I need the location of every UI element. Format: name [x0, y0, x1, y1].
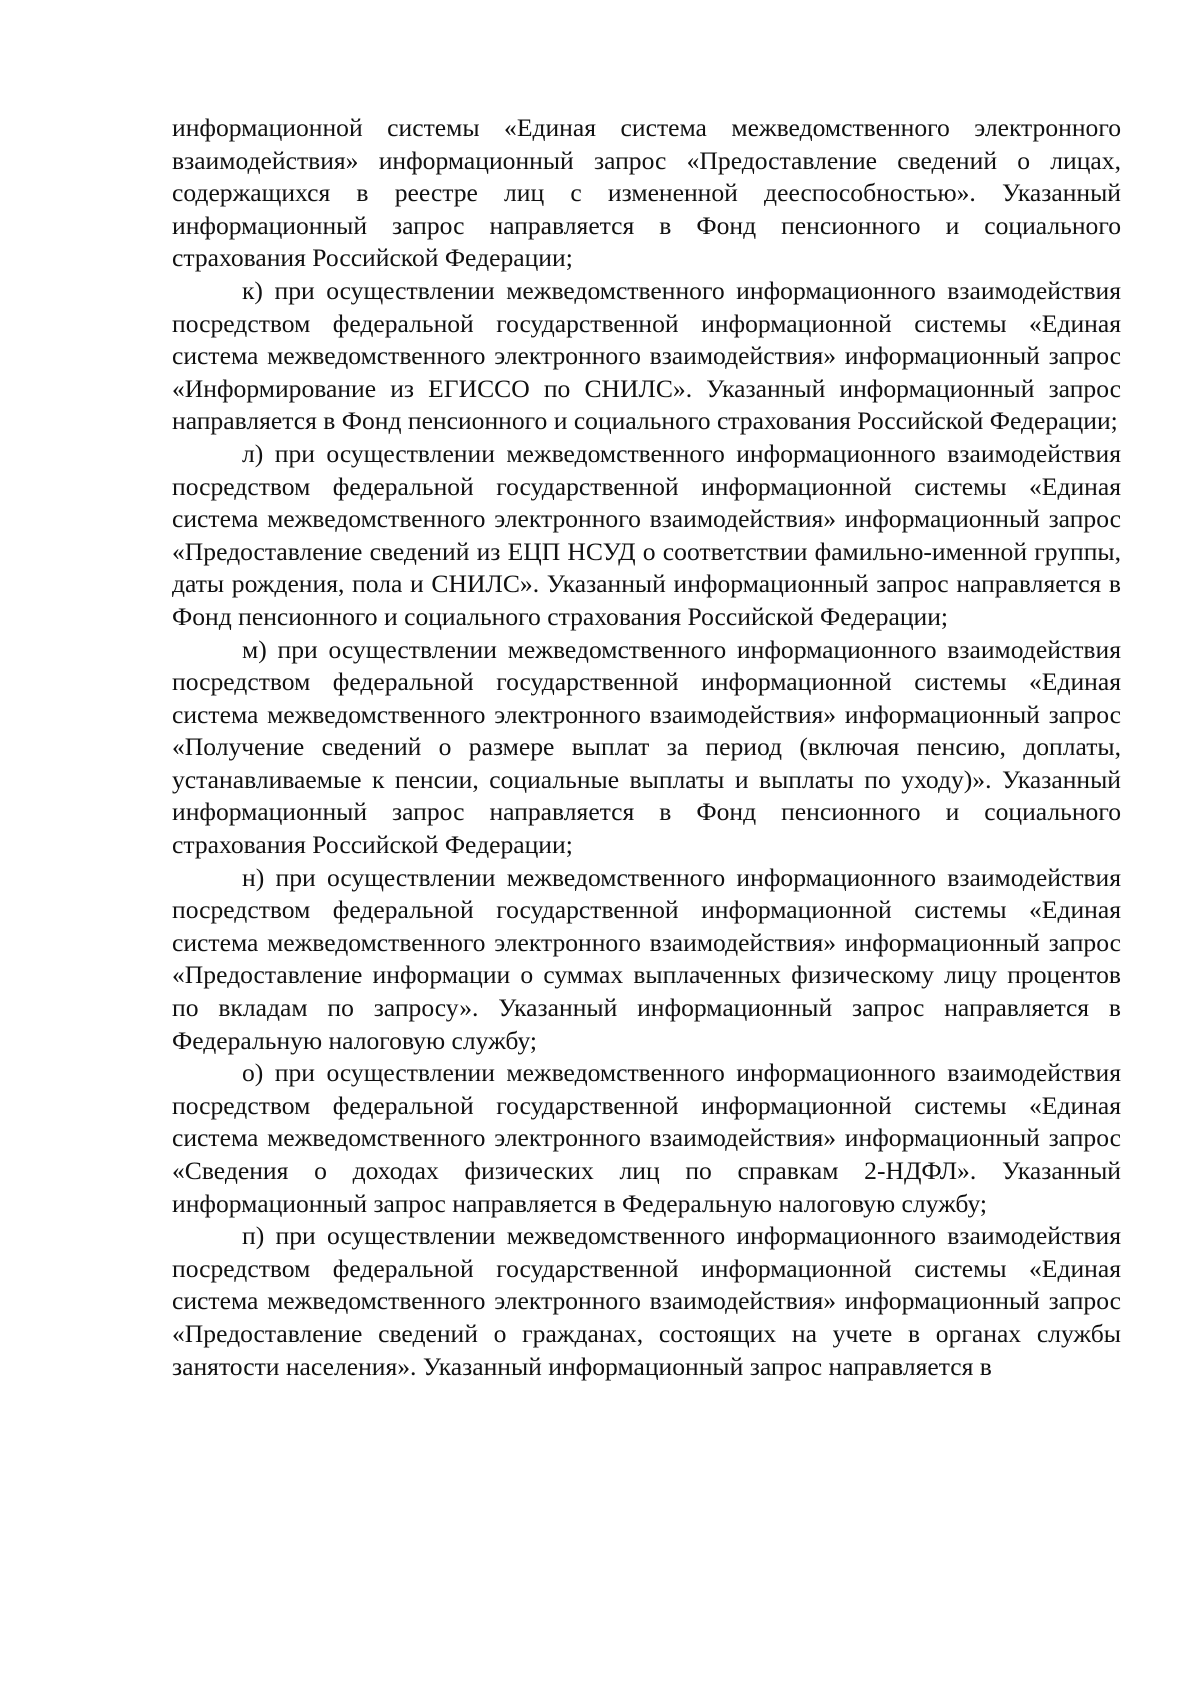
paragraph-item-l: л) при осуществлении межведомственного информационного взаимодействия посредством федеральной государственной информационной системы «Единая система межведомственного электронного взаимодействия» информационный запрос «Предоставление сведений из ЕЦП НСУД о соответствии фамильно-именной группы, даты рождения, пола и СНИЛС». Указанный информационный запрос направляется в Фонд пенсионного и социального страхования Российской Федерации;	[172, 438, 1121, 631]
paragraph-item-n: н) при осуществлении межведомственного информационного взаимодействия посредством федеральной государственной информационной системы «Единая система межведомственного электронного взаимодействия» информационный запрос «Предоставление информации о суммах выплаченных физическому лицу процентов по вкладам по запросу». Указанный информационный запрос направляется в Федеральную налоговую службу;	[172, 862, 1121, 1055]
paragraph-item-m: м) при осуществлении межведомственного информационного взаимодействия посредством федеральной государственной информационной системы «Единая система межведомственного электронного взаимодействия» информационный запрос «Получение сведений о размере выплат за период (включая пенсию, доплаты, устанавливаемые к пенсии, социальные выплаты и выплаты по уходу)». Указанный информационный запрос направляется в Фонд пенсионного и социального страхования Российской Федерации;	[172, 634, 1121, 860]
paragraph-item-k: к) при осуществлении межведомственного информационного взаимодействия посредством федеральной государственной информационной системы «Единая система межведомственного электронного взаимодействия» информационный запрос «Информирование из ЕГИССО по СНИЛС». Указанный информационный запрос направляется в Фонд пенсионного и социального страхования Российской Федерации;	[172, 275, 1121, 436]
paragraph-continuation: информационной системы «Единая система межведомственного электронного взаимодействия» информационный запрос «Предоставление сведений о лицах, содержащихся в реестре лиц с измененной дееспособностью». Указанный информационный запрос направляется в Фонд пенсионного и социального страхования Российской Федерации;	[172, 113, 1121, 273]
paragraph-item-p: п) при осуществлении межведомственного информационного взаимодействия посредством федеральной государственной информационной системы «Единая система межведомственного электронного взаимодействия» информационный запрос «Предоставление сведений о гражданах, состоящих на учете в органах службы занятости населения». Указанный информационный запрос направляется в	[172, 1221, 1121, 1381]
paragraph-item-o: о) при осуществлении межведомственного информационного взаимодействия посредством федеральной государственной информационной системы «Единая система межведомственного электронного взаимодействия» информационный запрос «Сведения о доходах физических лиц по справкам 2-НДФЛ». Указанный информационный запрос направляется в Федеральную налоговую службу;	[172, 1058, 1121, 1218]
document-page	[172, 112, 1121, 1383]
